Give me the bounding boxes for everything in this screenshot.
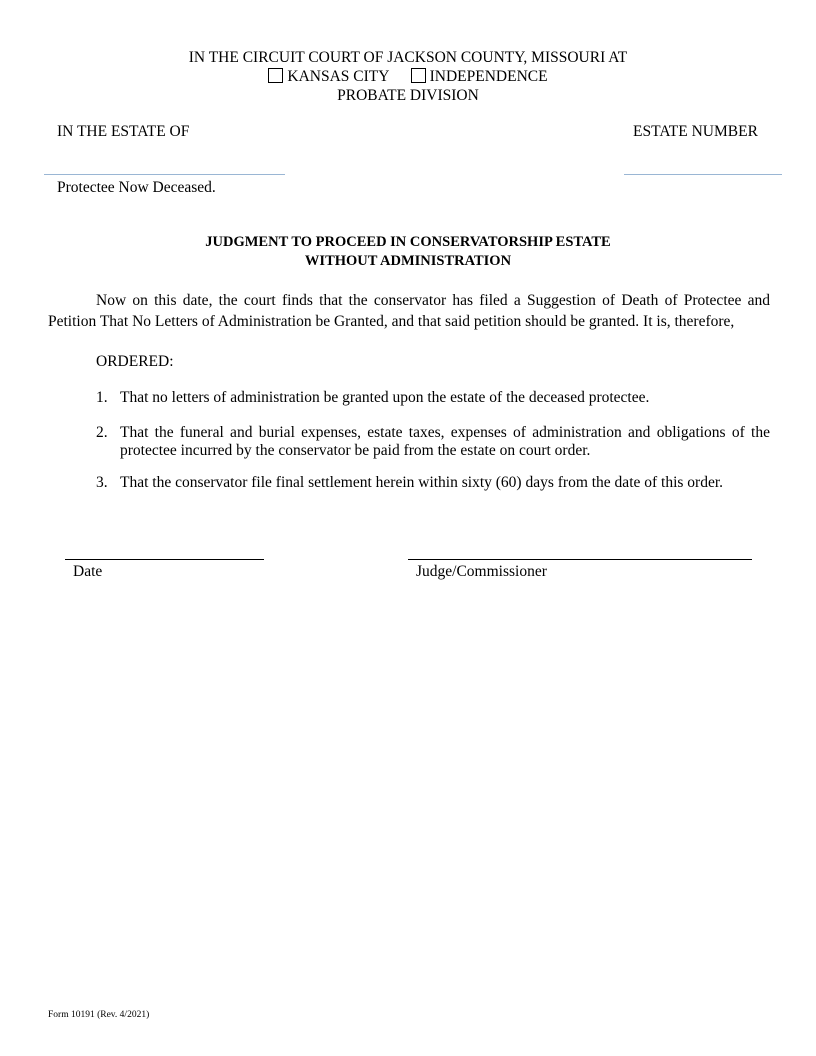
protectee-status: Protectee Now Deceased.	[57, 179, 216, 196]
document-title-line1: JUDGMENT TO PROCEED IN CONSERVATORSHIP ESTATE	[205, 234, 611, 250]
division-heading: PROBATE DIVISION	[337, 87, 479, 104]
order-item	[96, 424, 770, 460]
estate-of-field[interactable]	[44, 174, 285, 175]
order-item-text: That the conservator file final settlement herein within sixty (60) days from the date of this order.	[120, 474, 724, 491]
independence-label: INDEPENDENCE	[429, 68, 548, 85]
order-item-text: That the funeral and burial expenses, estate taxes, expenses of administration and obligations of the protectee incurred by the conservator be paid from the estate on court order.	[120, 424, 770, 459]
order-item	[96, 474, 770, 492]
order-item-text: That no letters of administration be granted upon the estate of the deceased protectee.	[120, 389, 650, 406]
date-signature-line[interactable]	[65, 559, 264, 560]
court-heading: IN THE CIRCUIT COURT OF JACKSON COUNTY, MISSOURI AT	[188, 49, 628, 66]
judge-signature-line[interactable]	[408, 559, 752, 560]
findings-text: Now on this date, the court finds that the conservator has filed a Suggestion of Death of Protectee and Petition That No Letters of Administration be Granted, and that said petition should be granted. It is, therefore,	[48, 292, 770, 330]
independence-option[interactable]	[411, 68, 548, 85]
judge-commissioner-label: Judge/Commissioner	[416, 563, 547, 580]
kansas-city-checkbox[interactable]	[268, 68, 283, 83]
kansas-city-label: KANSAS CITY	[287, 68, 389, 85]
independence-checkbox[interactable]	[411, 68, 426, 83]
location-options	[0, 68, 816, 86]
order-item-number: 1.	[96, 389, 108, 406]
ordered-heading: ORDERED:	[96, 353, 174, 370]
date-label: Date	[73, 563, 103, 580]
findings-paragraph	[48, 290, 770, 332]
estate-number-label: ESTATE NUMBER	[633, 123, 758, 140]
order-item-number: 3.	[96, 474, 108, 491]
estate-number-field[interactable]	[624, 174, 782, 175]
estate-of-label: IN THE ESTATE OF	[57, 123, 190, 140]
document-title-line2: WITHOUT ADMINISTRATION	[304, 253, 512, 269]
kansas-city-option[interactable]	[268, 68, 392, 85]
order-item	[96, 389, 770, 407]
order-item-number: 2.	[96, 424, 108, 441]
form-number: Form 10191 (Rev. 4/2021)	[48, 1010, 150, 1020]
